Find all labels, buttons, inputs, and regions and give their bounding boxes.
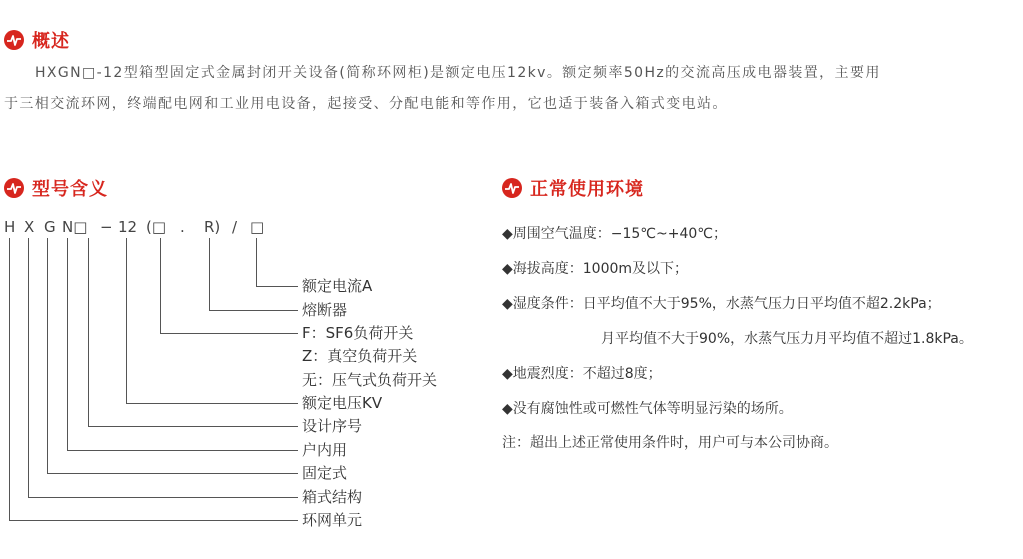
tree-line-g (47, 238, 48, 473)
model-code-h: H (4, 218, 16, 236)
env-pollution: ◆没有腐蚀性或可燃性气体等明显污染的场所。 (502, 401, 793, 417)
tree-line-c (160, 238, 161, 333)
model-code-n: N□ (62, 218, 88, 236)
tree-line-a (256, 238, 257, 286)
label-rated-current: 额定电流A (302, 277, 373, 295)
model-code-paren-box: (□ (146, 218, 167, 236)
label-box-structure: 箱式结构 (302, 488, 363, 506)
model-code-dash: − (100, 218, 113, 236)
env-humidity-daily: ◆湿度条件：日平均值不大于95%，水蒸气压力日平均值不超2.2kPa； (502, 296, 941, 312)
label-fixed: 固定式 (302, 464, 348, 482)
env-altitude: ◆海拔高度：1000m及以下； (502, 261, 689, 277)
environment-title: 正常使用环境 (530, 179, 644, 200)
tree-line-g-h (47, 473, 298, 474)
overview-line-2: 于三相交流环网，终端配电网和工业用电设备，起接受、分配电能和等作用，它也适于装备入箱式变电站。 (4, 96, 728, 112)
tree-line-a-h (256, 286, 298, 287)
pulse-icon (4, 30, 24, 50)
tree-line-d (126, 238, 127, 403)
model-code-12: 12 (118, 218, 138, 236)
env-humidity-monthly: 月平均值不大于90%，水蒸气压力月平均值不超过1.8kPa。 (601, 331, 973, 347)
tree-line-f-h (67, 450, 298, 451)
env-note: 注：超出上述正常使用条件时，用户可与本公司协商。 (502, 435, 838, 451)
model-code-dot: . (180, 218, 185, 236)
tree-line-i (9, 238, 10, 520)
overview-line-1: HXGN□-12型箱型固定式金属封闭开关设备(简称环网柜)是额定电压12kv。额定频率50Hz的交流高压成电器装置，主要用 (35, 65, 881, 81)
tree-line-e (88, 238, 89, 426)
env-temperature: ◆周围空气温度：−15℃~+40℃； (502, 226, 728, 242)
label-indoor: 户内用 (302, 441, 348, 459)
tree-line-b-h (209, 310, 298, 311)
tree-line-h-h (28, 497, 298, 498)
tree-line-e-h (88, 426, 298, 427)
model-code-x: X (24, 218, 35, 236)
tree-line-h (28, 238, 29, 497)
model-heading (4, 175, 108, 201)
tree-line-f (67, 238, 68, 450)
pulse-icon (4, 178, 24, 198)
tree-line-d-h (126, 403, 298, 404)
pulse-icon (502, 178, 522, 198)
model-code-g: G (44, 218, 56, 236)
overview-heading (4, 27, 70, 53)
model-code-box: □ (250, 218, 265, 236)
model-code-r: R) (204, 218, 221, 236)
label-rated-voltage: 额定电压KV (302, 394, 383, 412)
tree-line-i-h (9, 520, 298, 521)
label-ring-unit: 环网单元 (302, 511, 363, 529)
env-earthquake: ◆地震烈度：不超过8度； (502, 366, 662, 382)
label-air: 无：压气式负荷开关 (302, 371, 438, 389)
label-vacuum: Z：真空负荷开关 (302, 347, 418, 365)
label-design-no: 设计序号 (302, 417, 363, 435)
model-code-slash: / (232, 218, 238, 236)
label-fuse: 熔断器 (302, 301, 348, 319)
overview-title: 概述 (32, 31, 70, 52)
model-title: 型号含义 (32, 179, 108, 200)
tree-line-c-h (160, 333, 298, 334)
label-sf6: F：SF6负荷开关 (302, 324, 414, 342)
tree-line-b (209, 238, 210, 310)
environment-heading (502, 175, 644, 201)
